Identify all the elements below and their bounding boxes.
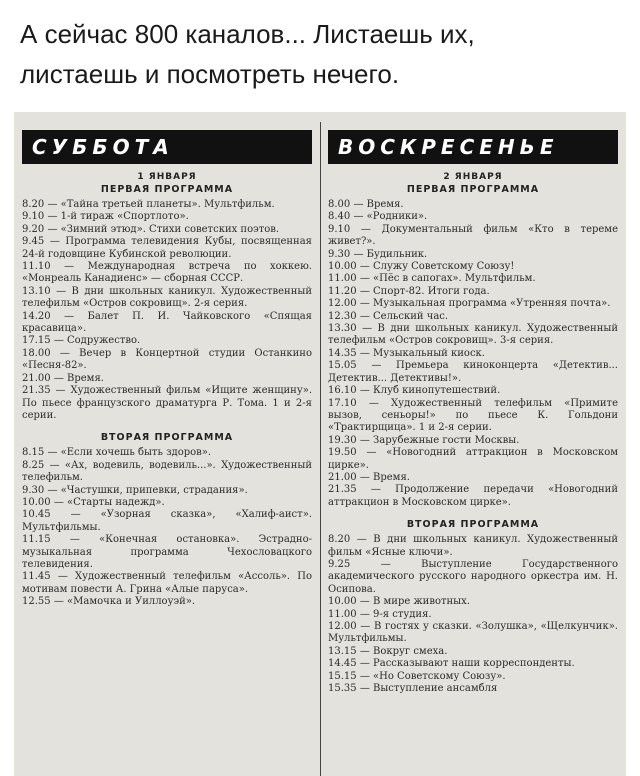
program-time: 8.00: [328, 199, 351, 210]
program-entry: [328, 199, 618, 211]
program-time: 12.00: [328, 621, 357, 632]
program-description: — В дни школьных каникул. Художественный телефильм «Остров сокровищ». 3-я серия.: [328, 323, 618, 347]
program-entry: [328, 609, 618, 621]
program-time: 8.20: [328, 534, 351, 546]
program-entry: [328, 311, 618, 323]
program-description: — Время.: [50, 372, 104, 384]
program-description: — Время.: [356, 471, 410, 483]
program-description: — Время.: [350, 199, 404, 210]
program-time: 8.25: [22, 459, 45, 471]
saturday-column: [22, 130, 312, 776]
program-entry: [328, 323, 618, 348]
program-entry: [22, 211, 312, 223]
program-description: — «Частушки, припевки, страдания».: [44, 484, 248, 496]
program-entry: [328, 472, 618, 484]
caption-line-1: А сейчас 800 каналов... Листаешь их,: [20, 19, 475, 49]
program-entry: [328, 534, 618, 559]
program-description: — Выступление Государственного академического русского народного оркестра им. Н. Осипова.: [328, 558, 618, 595]
program-time: 19.50: [328, 447, 357, 459]
program-time: 12.55: [22, 596, 51, 608]
program-time: 17.10: [328, 397, 357, 409]
program-description: — Вокруг смеха.: [356, 645, 448, 657]
saturday-banner: СУББОТА: [22, 130, 312, 164]
program-entry: [328, 286, 618, 298]
sunday-second-program-title: ВТОРАЯ ПРОГРАММА: [406, 519, 540, 531]
program-time: 9.45: [22, 236, 45, 248]
program-entry: [328, 447, 618, 472]
program-time: 11.00: [328, 608, 357, 620]
program-description: — Художественный фильм «Ищите женщину». По пьесе французского драматурга Р. Тома. 1 и 2-я серии.: [22, 385, 312, 421]
program-description: — «Пёс в сапогах». Мультфильм.: [356, 273, 536, 285]
program-description: — Музыкальный киоск.: [356, 347, 485, 359]
program-entry: [328, 596, 618, 608]
sunday-first-program-list: [328, 199, 618, 509]
saturday-first-program-title: ПЕРВАЯ ПРОГРАММА: [100, 184, 234, 195]
program-entry: [22, 485, 312, 497]
program-description: — Спорт-82. Итоги года.: [356, 285, 490, 297]
program-entry: [22, 460, 312, 485]
program-description: — Художественный телефильм «Ассоль». По мотивам повести А. Грина «Алые паруса».: [22, 571, 312, 595]
sunday-second-program-list: [328, 534, 618, 695]
program-description: — Премьера киноконцерта «Детектив... Детектив... Детективы!».: [328, 360, 618, 384]
program-description: — Служу Советскому Союзу!: [356, 261, 515, 273]
program-description: — «Тайна третьей планеты». Мультфильм.: [44, 199, 275, 210]
program-description: — Содружество.: [50, 335, 141, 347]
program-entry: [22, 385, 312, 422]
program-entry: [328, 211, 618, 223]
program-description: — Вечер в Концертной студии Останкино «Песня-82».: [22, 347, 312, 372]
program-time: 12.30: [328, 310, 357, 322]
program-entry: [328, 249, 618, 261]
program-description: — «Новогодний аттракцион в Московском цирке».: [328, 447, 618, 471]
program-entry: [22, 335, 312, 347]
program-description: — Международная встреча по хоккею. «Монреаль Канадиенс» — сборная СССР.: [22, 261, 312, 285]
program-time: 11.00: [328, 273, 357, 285]
program-entry: [328, 435, 618, 447]
program-entry: [328, 671, 618, 683]
meme-caption: [20, 14, 620, 94]
program-time: 9.10: [22, 211, 45, 223]
program-time: 9.20: [22, 223, 45, 235]
program-time: 13.15: [328, 645, 357, 657]
program-description: — «Ах, водевиль, водевиль...». Художественный телефильм.: [22, 459, 312, 484]
program-entry: [328, 398, 618, 435]
program-time: 17.15: [22, 335, 51, 347]
program-description: — «Родники».: [350, 211, 428, 223]
program-description: — В гостях у сказки. «Золушка», «Щелкунчик». Мультфильмы.: [328, 621, 618, 645]
program-entry: [22, 261, 312, 286]
program-time: 18.00: [22, 347, 51, 359]
program-time: 21.35: [22, 385, 51, 397]
program-description: — Клуб кинопутешествий.: [356, 385, 501, 397]
program-description: — «Мамочка и Уиллоуэй».: [50, 596, 196, 608]
program-time: 10.00: [22, 496, 51, 508]
program-description: — 1-й тираж «Спортлото».: [44, 211, 189, 223]
program-description: — Художественный телефильм «Примите вызов, сеньоры!» по пьесе К. Гольдони «Трактирщица». 1 и 2-я серии.: [328, 397, 618, 434]
program-time: 9.30: [328, 248, 351, 260]
program-description: — В дни школьных каникул. Художественный фильм «Ясные ключи».: [328, 534, 618, 558]
program-entry: [22, 497, 312, 509]
program-entry: [22, 509, 312, 534]
program-time: 13.30: [328, 323, 357, 335]
sunday-column: [328, 130, 618, 776]
program-description: — В дни школьных каникул. Художественный телефильм «Остров сокровищ». 2-я серия.: [22, 285, 312, 310]
program-time: 19.30: [328, 434, 357, 446]
program-time: 8.20: [22, 199, 45, 210]
program-time: 11.15: [22, 534, 51, 546]
program-entry: [328, 646, 618, 658]
program-description: — Музыкальная программа «Утренняя почта».: [356, 298, 611, 310]
program-entry: [22, 534, 312, 571]
program-description: — Выступление ансамбля: [356, 683, 498, 695]
program-time: 10.00: [328, 261, 357, 273]
program-time: 10.00: [328, 596, 357, 608]
program-time: 11.10: [22, 261, 51, 273]
saturday-second-program-title: ВТОРАЯ ПРОГРАММА: [100, 432, 234, 444]
program-entry: [328, 385, 618, 397]
program-description: — Балет П. И. Чайковского «Спящая красавица».: [22, 310, 312, 335]
program-time: 21.35: [328, 484, 357, 496]
saturday-second-program-list: [22, 447, 312, 608]
program-time: 14.35: [328, 347, 357, 359]
program-entry: [328, 298, 618, 310]
sunday-first-program-title: ПЕРВАЯ ПРОГРАММА: [406, 184, 540, 195]
program-entry: [328, 658, 618, 670]
program-entry: [328, 261, 618, 273]
program-entry: [22, 373, 312, 385]
program-description: — «Конечная остановка». Эстрадно-музыкальная программа Чехословацкого телевидения.: [22, 534, 312, 570]
program-entry: [328, 621, 618, 646]
newspaper-clipping: [14, 112, 626, 776]
program-entry: [22, 571, 312, 596]
program-description: — «Если хочешь быть здоров».: [44, 447, 212, 459]
program-time: 15.05: [328, 360, 357, 372]
program-description: — «Узорная сказка», «Халиф-аист». Мультфильмы.: [22, 509, 312, 533]
program-entry: [22, 311, 312, 336]
program-entry: [328, 348, 618, 360]
program-time: 11.45: [22, 571, 51, 583]
program-description: — «Зимний этюд». Стихи советских поэтов.: [44, 223, 280, 235]
program-time: 16.10: [328, 385, 357, 397]
program-time: 9.10: [328, 223, 351, 235]
program-entry: [328, 683, 618, 695]
program-time: 21.00: [22, 372, 51, 384]
program-entry: [22, 447, 312, 459]
sunday-banner: ВОСКРЕСЕНЬЕ: [328, 130, 618, 164]
program-time: 9.25: [328, 558, 351, 570]
program-description: — 9-я студия.: [356, 608, 432, 620]
saturday-first-program-list: [22, 199, 312, 422]
program-description: — Сельский час.: [356, 310, 449, 322]
program-time: 14.45: [328, 658, 357, 670]
program-entry: [22, 199, 312, 211]
program-time: 9.30: [22, 484, 45, 496]
program-description: — В мире животных.: [356, 596, 470, 608]
program-description: — Продолжение передачи «Новогодний аттракцион в Московском цирке».: [328, 484, 618, 508]
program-description: — Программа телевидения Кубы, посвященная 24-й годовщине Кубинской революции.: [22, 236, 312, 260]
program-time: 14.20: [22, 310, 51, 322]
caption-line-2: листаешь и посмотреть нечего.: [20, 59, 400, 89]
program-entry: [22, 286, 312, 311]
program-time: 15.15: [328, 670, 357, 682]
program-time: 11.20: [328, 285, 357, 297]
program-entry: [328, 484, 618, 509]
program-description: — «Но Советскому Союзу».: [356, 670, 506, 682]
program-time: 13.10: [22, 285, 51, 297]
program-entry: [328, 273, 618, 285]
program-entry: [328, 559, 618, 596]
program-time: 10.45: [22, 509, 51, 521]
program-description: — «Старты надежд».: [50, 496, 165, 508]
program-entry: [22, 236, 312, 261]
program-description: — Рассказывают наши корреспонденты.: [356, 658, 575, 670]
program-entry: [22, 348, 312, 373]
column-divider: [320, 122, 321, 776]
saturday-date: 1 ЯНВАРЯ: [137, 172, 197, 182]
program-entry: [328, 224, 618, 249]
program-entry: [22, 224, 312, 236]
program-description: — Будильник.: [350, 248, 428, 260]
program-time: 15.35: [328, 683, 357, 695]
program-time: 21.00: [328, 471, 357, 483]
program-entry: [328, 360, 618, 385]
program-description: — Документальный фильм «Кто в тереме живет?».: [328, 223, 618, 248]
program-time: 8.40: [328, 211, 351, 223]
program-description: — Зарубежные гости Москвы.: [356, 434, 520, 446]
program-time: 8.15: [22, 447, 45, 459]
program-entry: [22, 596, 312, 608]
sunday-date: 2 ЯНВАРЯ: [443, 172, 503, 182]
program-time: 12.00: [328, 298, 357, 310]
